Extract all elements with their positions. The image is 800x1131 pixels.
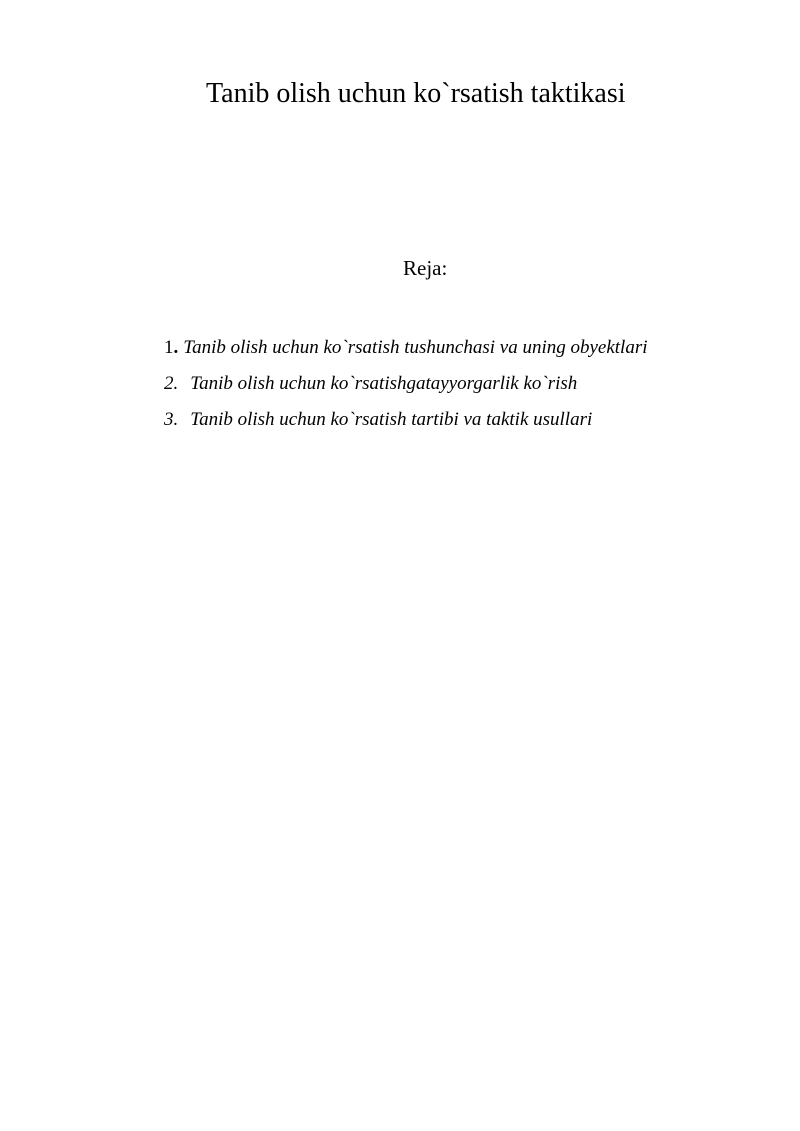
plan-item-number: 1. bbox=[164, 337, 179, 358]
plan-item-3 bbox=[164, 402, 648, 438]
plan-heading-text: Reja: bbox=[403, 256, 448, 280]
page-title-text: Tanib olish uchun ko`rsatish taktikasi bbox=[206, 78, 626, 109]
plan-item-1 bbox=[164, 330, 648, 366]
plan-item-text: Tanib olish uchun ko`rsatish tartibi va taktik usullari bbox=[190, 409, 593, 430]
plan-heading bbox=[403, 254, 447, 282]
plan-list bbox=[164, 330, 648, 438]
page-title bbox=[206, 76, 626, 112]
plan-item-2 bbox=[164, 366, 648, 402]
plan-item-number: 2. bbox=[164, 373, 179, 394]
plan-item-text: Tanib olish uchun ko`rsatishgatayyorgarlik ko`rish bbox=[190, 373, 578, 394]
plan-item-number: 3. bbox=[164, 409, 179, 430]
plan-item-text: Tanib olish uchun ko`rsatish tushunchasi va uning obyektlari bbox=[183, 337, 648, 358]
